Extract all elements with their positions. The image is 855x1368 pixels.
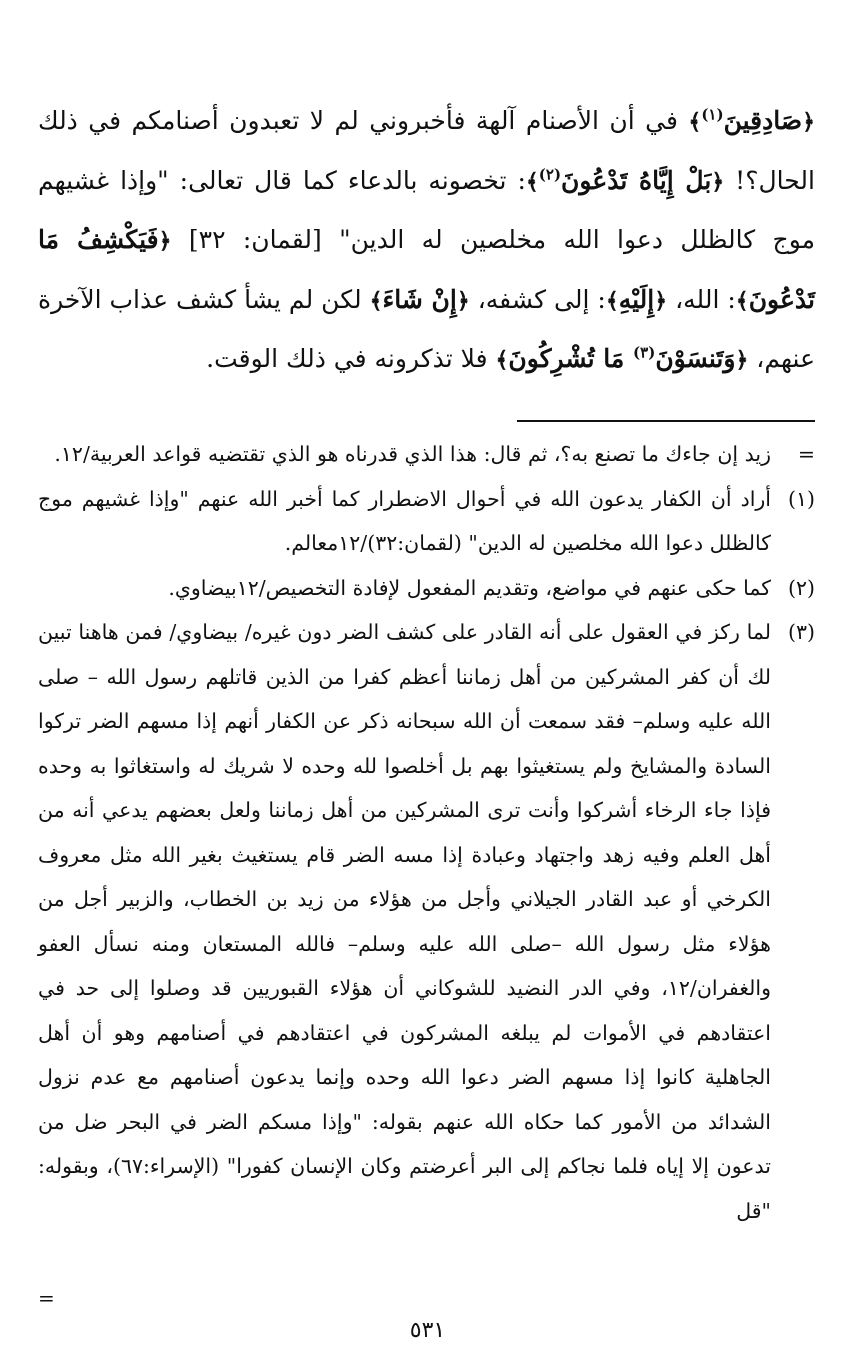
page-number: ٥٣١ (409, 1318, 446, 1343)
quran-bracket-open: ﴿ (735, 347, 749, 374)
quran-text: فَيَكْشِفُ مَا تَدْعُونَ (38, 225, 815, 314)
quran-phrase (526, 166, 724, 195)
quran-text: إِنْ شَاءَ (382, 284, 457, 314)
quran-bracket-close: ﴾ (369, 287, 383, 314)
footnote-marker: = (797, 442, 815, 466)
tafsir-text: فلا تذكرونه في ذلك الوقت. (206, 344, 496, 374)
footnote-marker: (٣) (787, 620, 815, 644)
footnote-marker: (٢) (787, 575, 815, 600)
footnote-2 (38, 566, 815, 611)
tafsir-text: لكن لم يشأ كشف عذاب الآخرة عنهم، (38, 284, 815, 374)
tafsir-text: في أن الأصنام آلهة فأخبروني لم لا تعبدون أصنامكم في ذلك الحال؟! (38, 106, 815, 195)
continuation-mark: = (38, 1286, 55, 1310)
main-text-block (38, 92, 815, 390)
quran-phrase (495, 344, 748, 373)
quran-bracket-open: ﴿ (456, 287, 470, 314)
quran-bracket-open: ﴿ (711, 168, 725, 195)
quran-bracket-open: ﴿ (802, 109, 815, 135)
quran-phrase (688, 106, 815, 135)
footnote-3 (38, 610, 815, 1233)
footnotes-block (38, 432, 815, 1233)
quran-bracket-close: ﴾ (495, 347, 509, 374)
quran-text: إِلَيْهِ (618, 284, 655, 314)
footnote-text: زيد إن جاءك ما تصنع به؟، ثم قال: هذا الذي قدرناه هو الذي تقتضيه قواعد العربية/١٢. (54, 442, 771, 466)
tafsir-text: : تخصونه بالدعاء كما قال تعالى: "وإذا غشيهم موج كالظلل دعوا الله مخلصين له الدين" [لقمان: ٣٢] (38, 165, 815, 255)
footnote-1 (38, 477, 815, 566)
quran-bracket-close: ﴾ (688, 109, 702, 135)
quran-phrase (606, 285, 667, 314)
footnote-text: كما حكى عنهم في مواضع، وتقديم المفعول لإفادة التخصيص/١٢بيضاوي. (168, 575, 771, 600)
quran-text: مَا تُشْرِكُونَ (508, 344, 634, 374)
footnote-marker: (١) (787, 486, 815, 511)
footnote-text: أراد أن الكفار يدعون الله في أحوال الاضطرار كما أخبر الله عنهم "وإذا غشيهم موج كالظلل دعوا الله مخلصين له الدين" (لقمان:٣٢)/١٢معالم. (38, 486, 771, 555)
footnote-ref: (١) (701, 105, 724, 124)
footnote-ref: (٢) (538, 165, 562, 184)
footnote-divider (517, 420, 815, 422)
quran-bracket-close: ﴾ (525, 168, 539, 195)
main-paragraph (38, 92, 815, 390)
quran-bracket-open: ﴿ (654, 287, 668, 314)
footnote-ref: (٣) (633, 344, 656, 363)
footnote-text: لما ركز في العقول على أنه القادر على كشف الضر دون غيره/ بيضاوي/ فمن هاهنا تبين لك أن كفر المشركين من أهل زماننا أعظم كفرا من الذين قاتلهم رسول الله – صلى الله عليه وسلم– فقد سمعت أن الله سبحانه ذكر عن الكفار أنهم إذا مسهم الضر تركوا السادة والمشايخ ولم يستغيثوا بهم بل أخلصوا لله وحده لا شريك له واستغاثوا به وحده فإذا جاء الرخاء أشركوا وأنت ترى المشركين من أهل زماننا ولعل بعضهم يدعي أنه من أهل العلم وفيه زهد واجتهاد وعبادة إذا مسه الضر قام يستغيث بغير الله مثل معروف الكرخي أو عبد القادر الجيلاني وأجل من هؤلاء من زيد بن الخطاب، والزبير أجل من هؤلاء مثل رسول الله –صلى الله عليه وسلم– فالله المستعان ومنه نسأل العفو والغفران/١٢، وفي الدر النضيد للشوكاني أن هؤلاء القبوريين قد وصلوا إلى حد في اعتقادهم في الأموات لم يبلغه المشركون في اعتقادهم في أصنامهم وهو أن أهل الجاهلية كانوا إذا مسهم الضر دعوا الله وحده وإنما يدعون أصنامهم مع عدم نزول الشدائد من الأمور كما حكاه الله عنهم بقوله: "وإذا مسكم الضر في البحر ضل من تدعون إلا إياه فلما نجاكم إلى البر أعرضتم وكان الإنسان كفورا" (الإسراء:٦٧)، وبقوله: "قل (38, 620, 772, 1223)
quran-bracket-close: ﴾ (735, 287, 749, 314)
tafsir-text: : الله، (667, 284, 736, 314)
footnote-continuation (38, 432, 815, 477)
quran-text: بَلْ إِيَّاهُ تَدْعُونَ (561, 165, 712, 195)
quran-text: صَادِقِينَ (723, 106, 803, 135)
quran-phrase (370, 285, 470, 314)
tafsir-text: : إلى كشفه، (469, 284, 606, 314)
quran-bracket-close: ﴾ (605, 287, 619, 314)
quran-text: وَتَنسَوْنَ (655, 344, 736, 374)
quran-bracket-open: ﴿ (158, 228, 172, 255)
